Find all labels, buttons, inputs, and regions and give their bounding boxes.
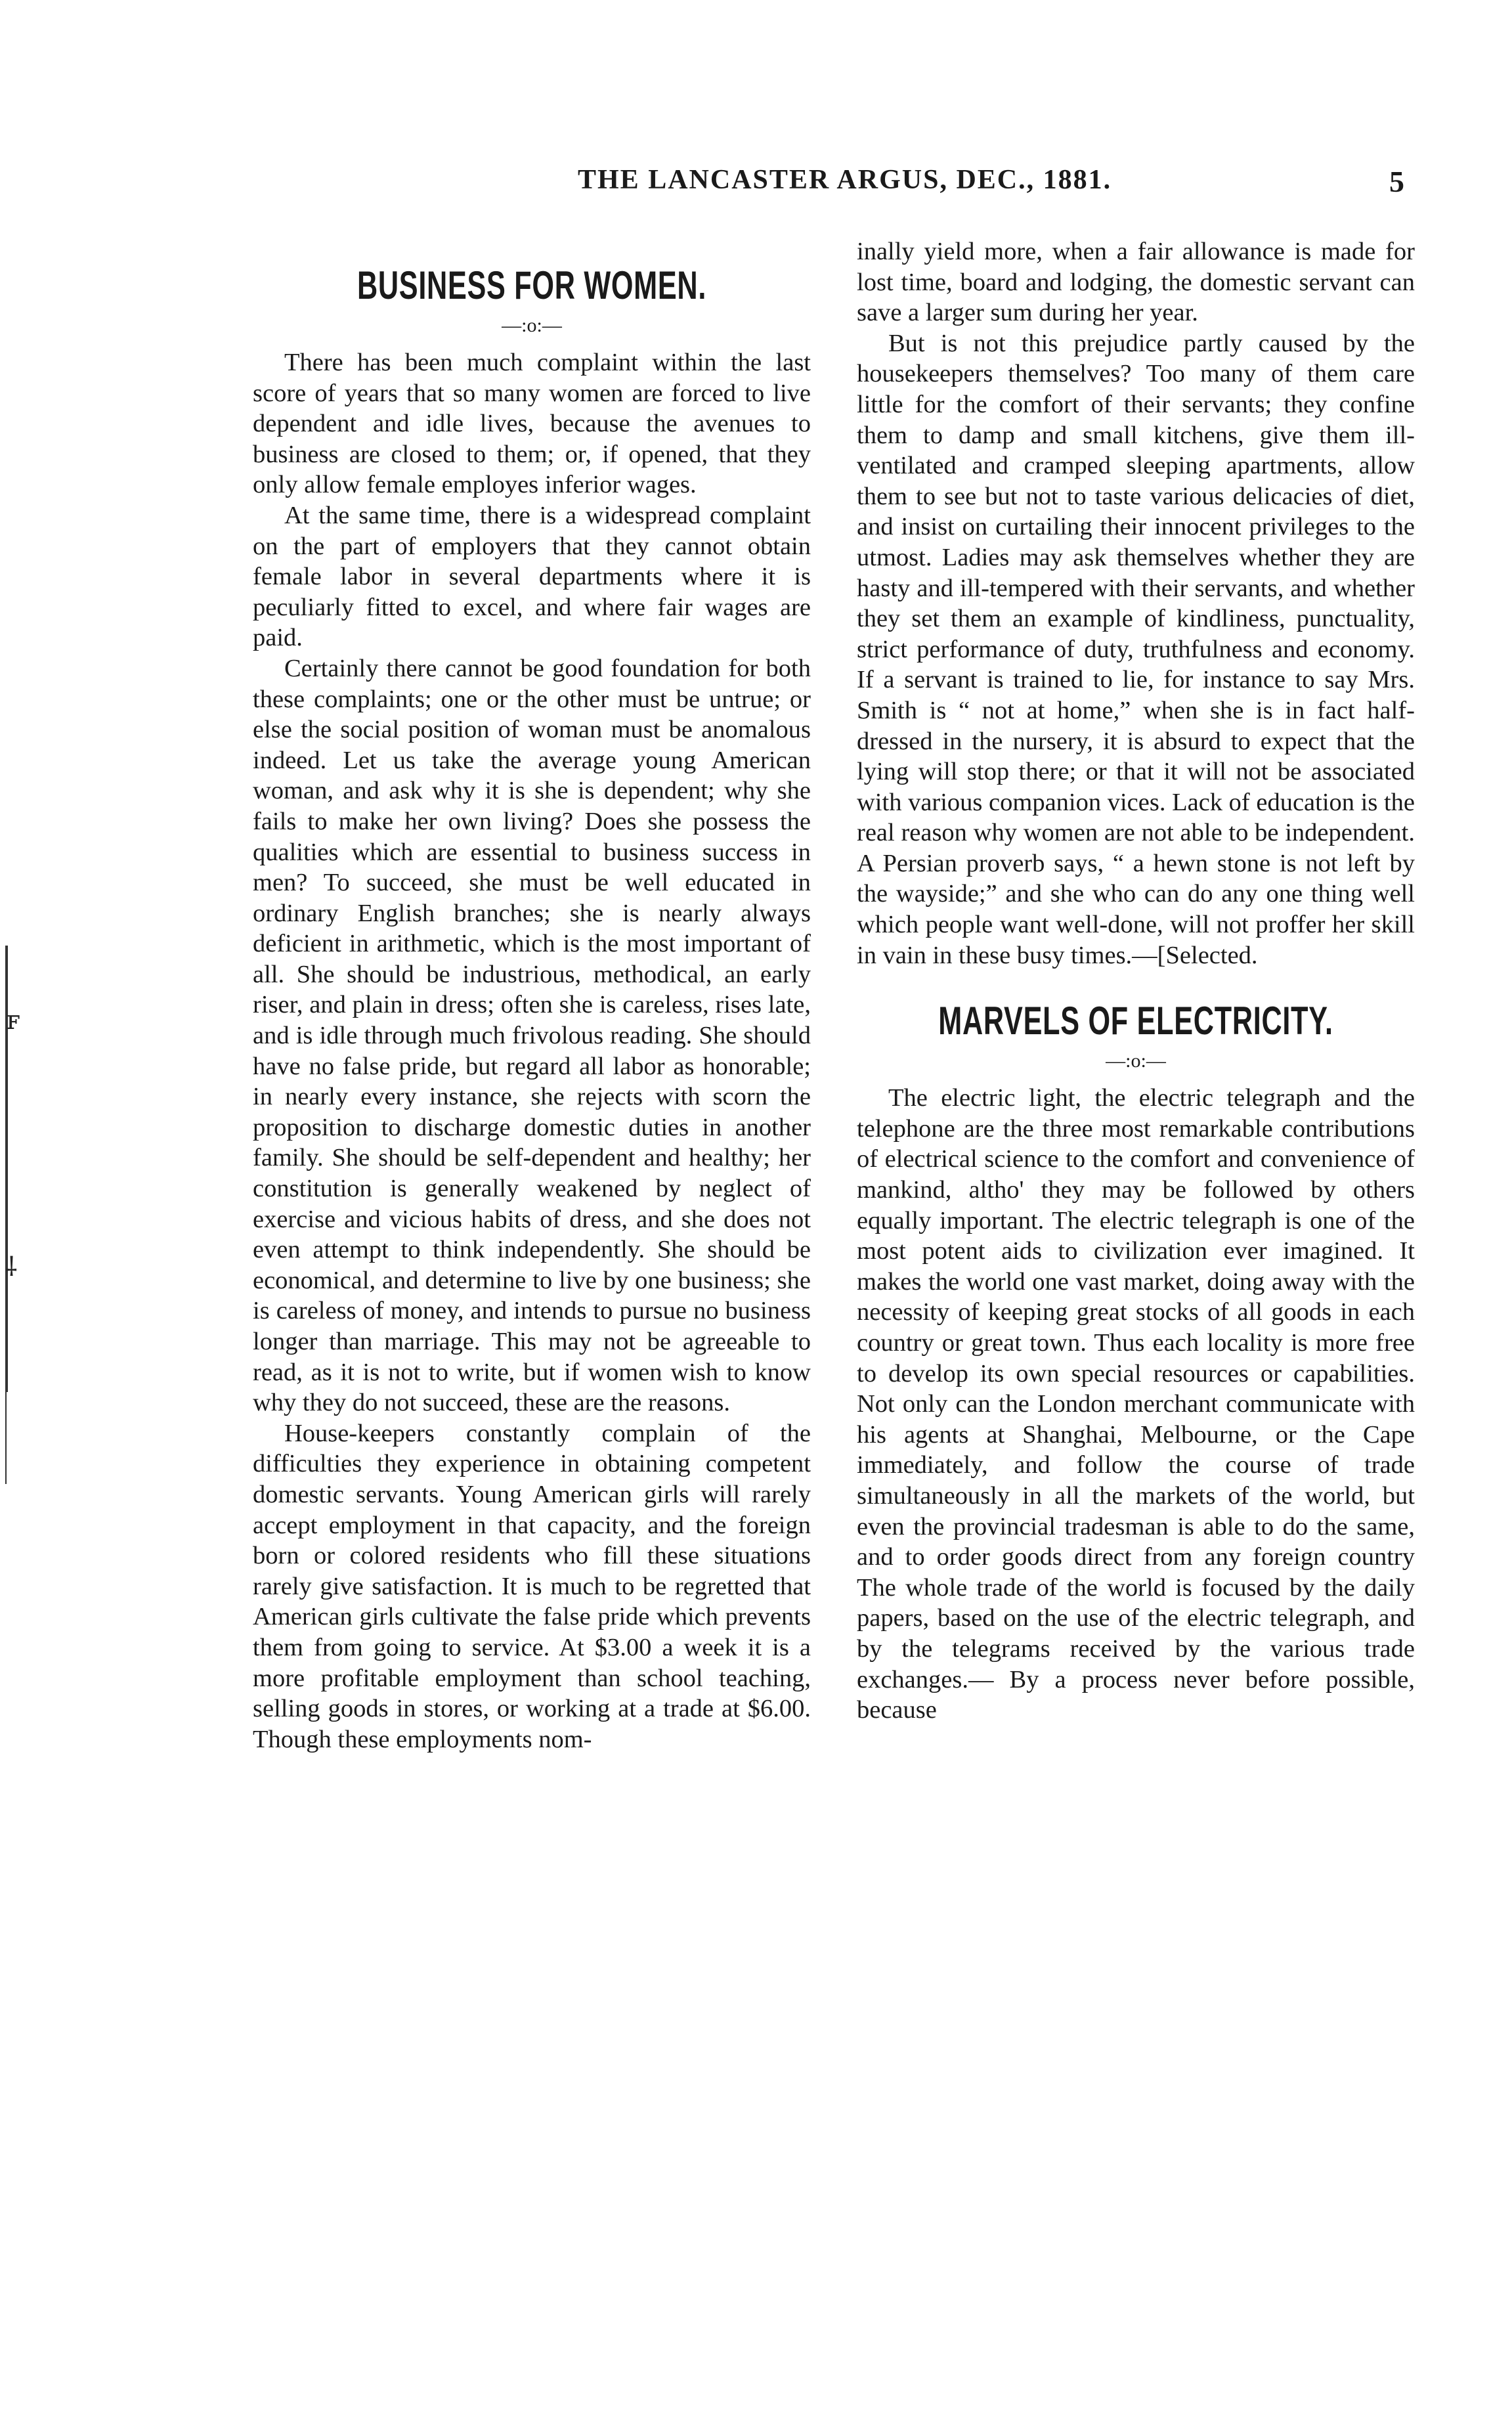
title-separator: —:o:— — [1106, 1050, 1166, 1072]
article-title-business-for-women: BUSINESS FOR WOMEN. — [356, 263, 707, 307]
article-paragraph: Certainly there cannot be good foundation for both these complaints; one or the other must be untrue; or else the social position of woman must be anomalous indeed. Let us take the average young American woman, and ask why it is she is dependent; why she fails to make her own living? Does she possess the qualities which are essential to business success in men? To succeed, she must be well educated in ordinary English branches; she is nearly always deficient in arithmetic, which is the most important of all. She should be industrious, methodical, an early riser, and plain in dress; often she is careless, rises late, and is idle through much frivolous reading. She should have no false pride, but regard all labor as honorable; in nearly every instance, she rejects with scorn the proposition to discharge domestic duties in another family. She should be self-dependent and healthy; her constitution is generally weakened by neglect of exercise and vicious habits of dress, and she does not even attempt to think independently. She should be economical, and determine to live by one business; she is careless of money, and intends to pursue no business longer than marriage. This may not be agreeable to read, as it is not to write, but if women wish to know why they do not succeed, these are the reasons. — [253, 654, 811, 1417]
running-head: THE LANCASTER ARGUS, DEC., 1881. — [578, 165, 1112, 195]
margin-binding-mark — [5, 1392, 7, 1484]
article-paragraph: But is not this prejudice partly caused by the housekeepers themselves? Too many of them care little for the comfort of their servants; they confine them to damp and small kitchens, give them ill-ventilated and cramped sleeping apartments, allow them to see but not to taste various delicacies of diet, and insist on curtailing their innocent privileges to the utmost. Ladies may ask themselves whether they are hasty and ill-tempered with their servants, and whether they set them an example of kindliness, punctuality, strict performance of duty, truthfulness and economy. If a servant is trained to lie, for instance to say Mrs. Smith is “ not at home,” when she is in fact half-dressed in the nursery, it is absurd to expect that the lying will stop there; or that it will not be associated with various companion vices. Lack of education is the real reason why women are not able to be independent. A Persian proverb says, “ a hewn stone is not left by the wayside;” and she who can do any one thing well which people want well-done, will not proffer her skill in vain in these busy times.—[Selected. — [857, 329, 1415, 969]
margin-speck: ⸸ — [5, 1252, 18, 1282]
article-paragraph: House-keepers constantly complain of the difficulties they experience in obtaining competent domestic servants. Young American girls will rarely accept employment in that capacity, and the foreign born or colored residents who fill these situations rarely give satisfaction. It is much to be regretted that American girls cultivate the false pride which prevents them from going to service. At $3.00 a week it is a more profitable employment than school teaching, selling goods in stores, or working at a trade at $6.00. Though these employments nom- — [253, 1419, 811, 1753]
article-paragraph: There has been much complaint within the last score of years that so many women are forced to live dependent and idle lives, because the avenues to business are closed to them; or, if opened, that they only allow female employes inferior wages. — [253, 349, 811, 499]
article-paragraph: At the same time, there is a widespread complaint on the part of employers that they cannot obtain female labor in several departments where it is peculiarly fitted to excel, and where fair wages are paid. — [253, 501, 811, 652]
right-column — [857, 236, 1415, 1726]
article-paragraph: inally yield more, when a fair allowance is made for lost time, board and lodging, the domestic servant can save a larger sum during her year. — [857, 238, 1415, 327]
left-column — [253, 236, 811, 1755]
article-title-marvels-of-electricity: MARVELS OF ELECTRICITY. — [938, 999, 1333, 1043]
article-paragraph: The electric light, the electric telegraph and the telephone are the three most remarkable contributions of electrical science to the comfort and convenience of mankind, altho' they may be followed by others equally important. The electric telegraph is one of the most potent aids to civilization ever imagined. It makes the world one vast market, doing away with the necessity of keeping great stocks of all goods in each country or great town. Thus each locality is more free to develop its own special resources or capabilities. Not only can the London merchant communicate with his agents at Shanghai, Melbourne, or the Cape immediately, and follow the course of trade simultaneously in all the markets of the world, but even the provincial tradesman is able to do the same, and to order goods direct from any foreign country The whole trade of the world is focused by the daily papers, based on the use of the electric telegraph, and by the telegrams received by the various trade exchanges.— By a process never before possible, because — [857, 1084, 1415, 1724]
page-number: 5 — [1389, 165, 1404, 198]
title-separator: —:o:— — [502, 315, 562, 336]
margin-speck: ꜰ — [7, 1005, 20, 1035]
